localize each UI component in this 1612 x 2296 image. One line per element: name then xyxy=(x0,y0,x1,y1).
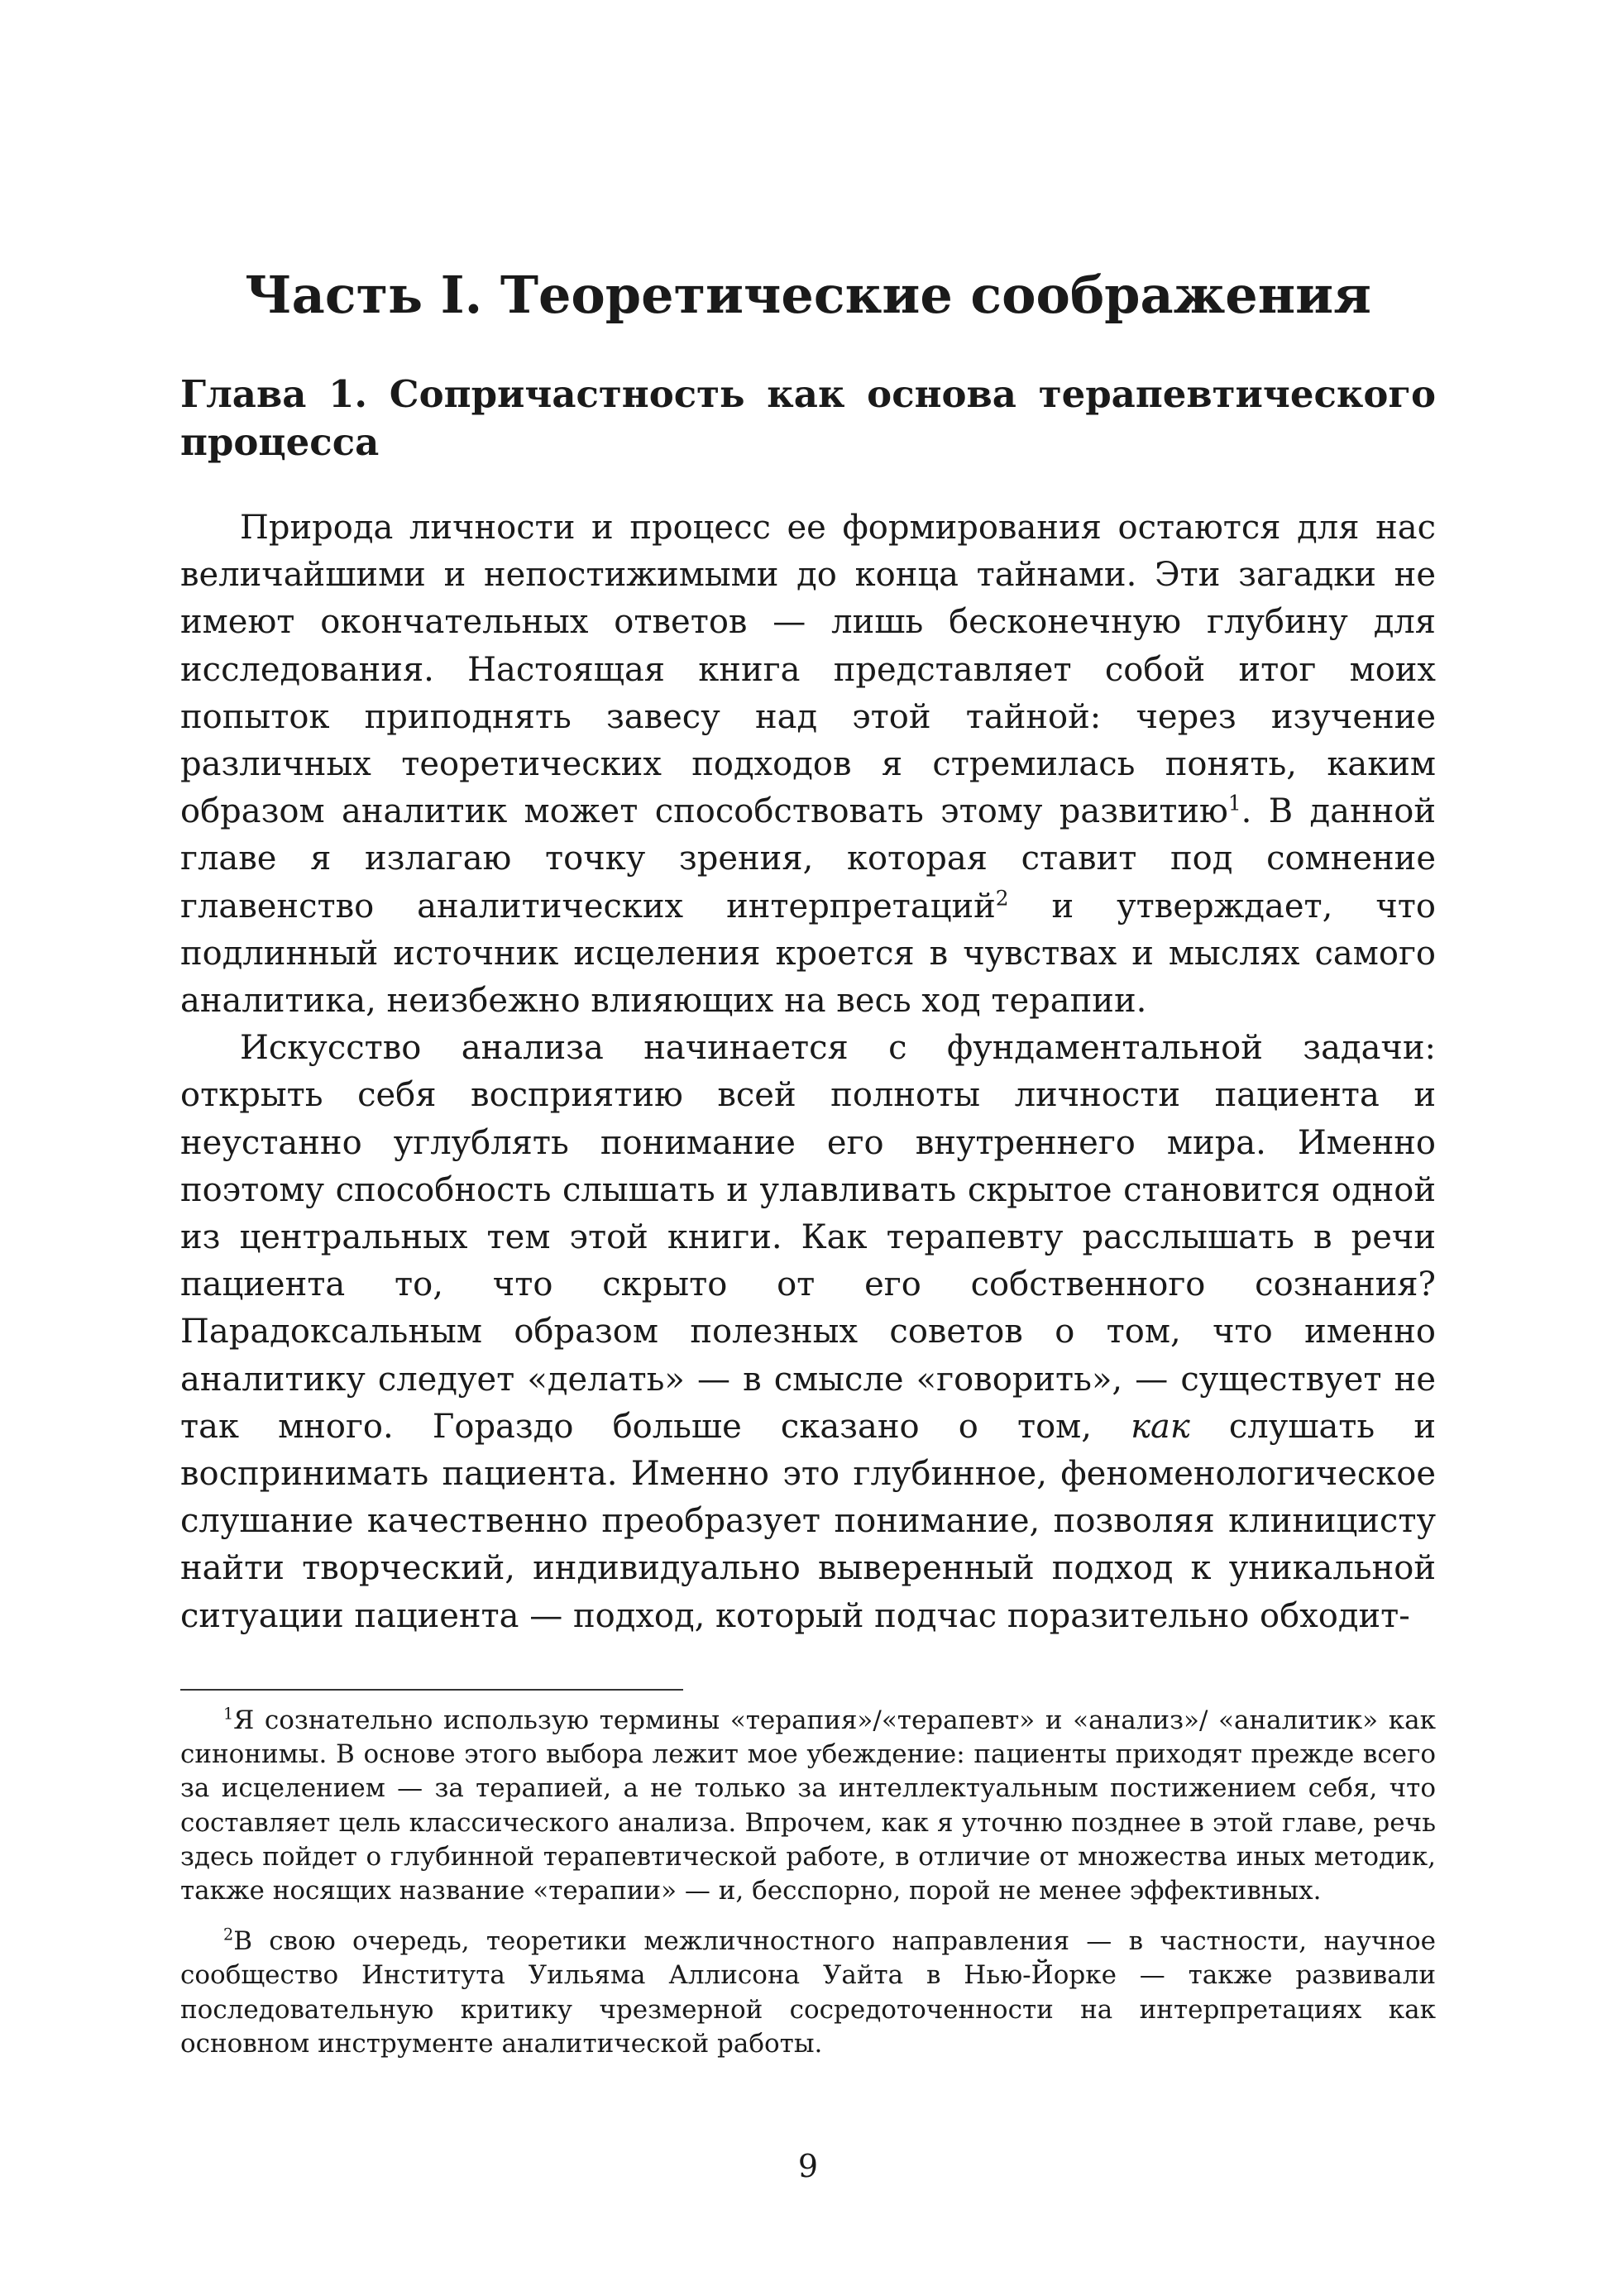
paragraph-2-emphasis: как xyxy=(1131,1407,1190,1446)
footnote-1 xyxy=(180,1704,1436,1908)
footnote-number-1: 1 xyxy=(223,1704,234,1724)
footnote-1-text: Я сознательно использую термины «терапия»/«терапевт» и «анализ»/ «аналитик» как синонимы. В основе этого выбора лежит мое убеждение: пациенты приходят прежде всего за исцелением — за терапией, а не только за интеллектуальным постижением себя, что составляет цель классического анализа. Впрочем, как я уточню позднее в этой главе, речь здесь пойдет о глубинной терапевтической работе, в отличие от множества иных методик, также носящих название «терапии» — и, бесспорно, порой не менее эффективных. xyxy=(180,1705,1436,1906)
paragraph-2-part-b: слушать и воспринимать пациента. Именно это глубинное, феноменологическое слушание качественно преобразует понимание, позволяя клиницисту найти творческий, индивидуально выверенный подход к уникальной ситуации пациента — подход, который подчас поразительно обходит- xyxy=(180,1407,1437,1635)
paragraph-1 xyxy=(180,505,1436,1025)
footnote-separator xyxy=(180,1689,683,1691)
paragraph-1-part-c: и утверждает, что подлинный источник исцеления кроется в чувствах и мыслях самого аналитика, неизбежно влияющих на весь ход терапии. xyxy=(180,887,1436,1021)
paragraph-2 xyxy=(180,1025,1436,1640)
footnote-2-text: В свою очередь, теоретики межличностного направления — в частности, научное сообщество Института Уильяма Аллисона Уайта в Нью-Йорке — также развивали последовательную критику чрезмерной сосредоточенности на интерпретациях как основном инструменте аналитической работы. xyxy=(180,1926,1436,2059)
chapter-title: Глава 1. Сопричастность как основа терапевтического процесса xyxy=(180,372,1436,464)
footnote-number-2: 2 xyxy=(223,1925,234,1944)
footnote-ref-2[interactable]: 2 xyxy=(995,886,1009,911)
footnote-2 xyxy=(180,1925,1436,2061)
footnotes xyxy=(180,1704,1436,2061)
paragraph-1-part-a: Природа личности и процесс ее формирования остаются для нас величайшими и непостижимыми до конца тайнами. Эти загадки не имеют окончательных ответов — лишь бесконечную глубину для исследования. Настоящая книга представляет собой итог моих попыток приподнять завесу над этой тайной: через изучение различных теоретических подходов я стремилась понять, каким образом аналитик может способствовать этому развитию xyxy=(180,509,1436,831)
part-title: Часть I. Теоретические соображения xyxy=(245,265,1371,325)
book-page xyxy=(180,0,1436,2296)
paragraph-1-part-b: . В данной главе я излагаю точку зрения, которая ставит под сомнение главенство аналитических интерпретаций xyxy=(180,792,1436,926)
paragraph-2-part-a: Искусство анализа начинается с фундаментальной задачи: открыть себя восприятию всей полноты личности пациента и неустанно углублять понимание его внутреннего мира. Именно поэтому способность слышать и улавливать скрытое становится одной из центральных тем этой книги. Как терапевту расслышать в речи пациента то, что скрыто от его собственного сознания? Парадоксальным образом полезных советов о том, что именно аналитику следует «делать» — в смысле «говорить», — существует не так много. Гораздо больше сказано о том, xyxy=(180,1029,1436,1446)
body-text xyxy=(180,505,1436,1640)
page-number: 9 xyxy=(797,2148,819,2184)
footnote-ref-1[interactable]: 1 xyxy=(1227,791,1241,816)
